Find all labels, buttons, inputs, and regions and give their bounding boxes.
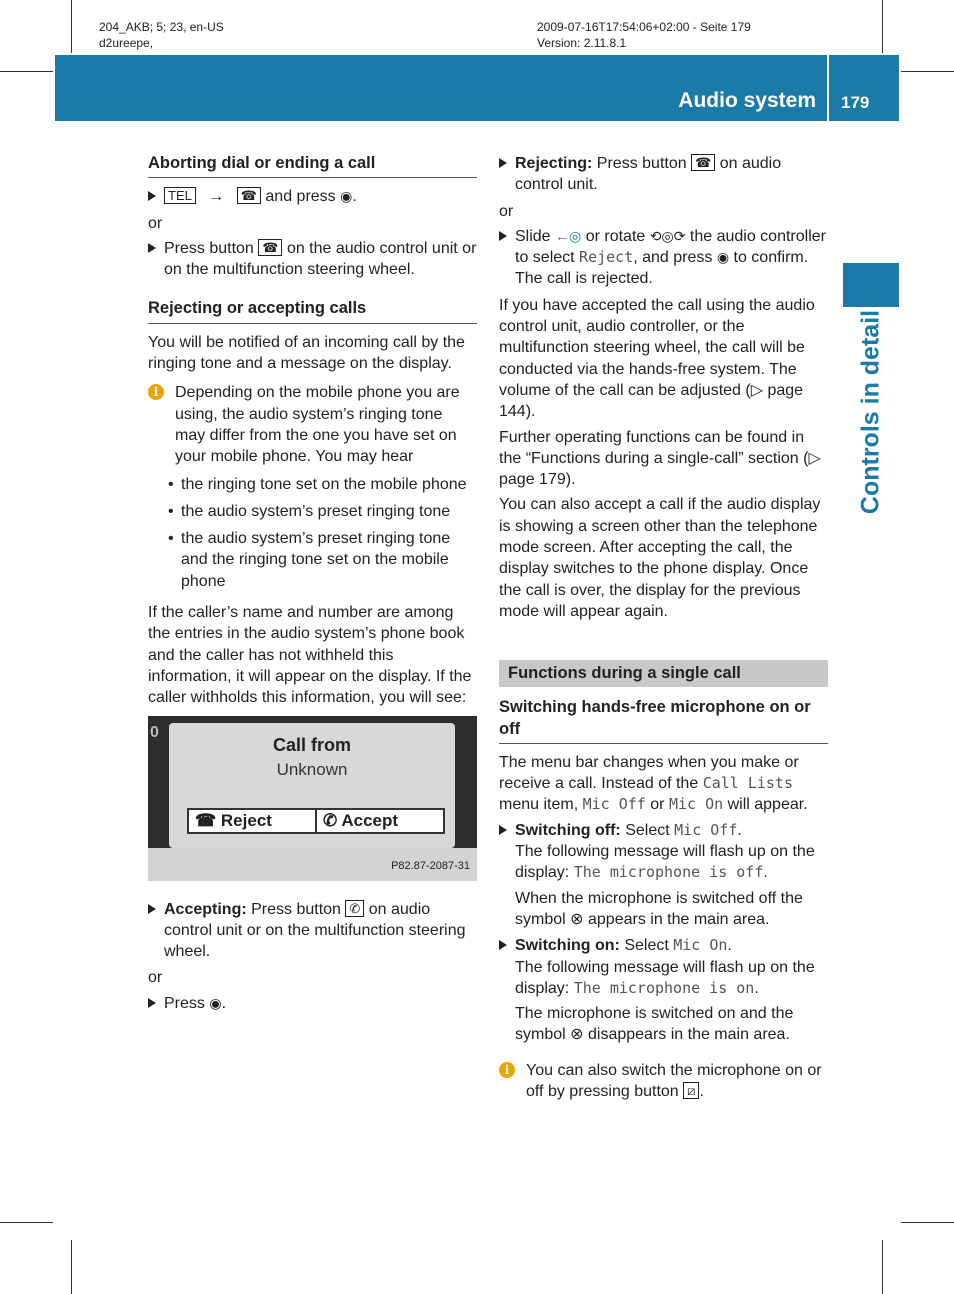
reject-option xyxy=(189,810,317,832)
info-icon: i xyxy=(499,1062,515,1078)
step-text: Press xyxy=(164,994,205,1012)
paragraph: If the caller’s name and number are among the entries in the audio system’s phone book and the caller has not withheld this information, it will appear on the display. If the caller withholds this information, you will see: xyxy=(148,604,472,707)
info-text xyxy=(515,1060,828,1103)
end-call-key-icon: ☎ xyxy=(691,154,715,171)
crop-mark xyxy=(71,1240,72,1294)
step-arrow-icon xyxy=(148,904,156,914)
text: or xyxy=(650,796,665,814)
print-meta-right xyxy=(537,19,751,51)
step-switching-off xyxy=(499,820,828,930)
heading-aborting: Aborting dial or ending a call xyxy=(148,153,477,178)
accept-icon: ✆ xyxy=(323,810,342,830)
info-icon: i xyxy=(148,384,164,400)
slide-controller-icon: ←◎ xyxy=(555,227,582,244)
step-accepting xyxy=(148,899,477,963)
step-text: or rotate xyxy=(585,227,646,245)
call-menu-bar xyxy=(187,808,445,834)
controller-press-icon: ◉ xyxy=(716,249,730,266)
paragraph: You can also accept a call if the audio display is showing a screen other than the telephone mode screen. After accepting the call, the display switches to the phone display. Once the call is over, the display for the previous mode will appear again. xyxy=(499,496,821,620)
step-label: Accepting: xyxy=(164,900,247,918)
accept-label: Accept xyxy=(341,810,399,830)
text: The menu bar changes when you make or receive a call. Instead of the xyxy=(499,753,799,793)
side-title: Controls in detail xyxy=(856,309,885,515)
meta-line: Version: 2.11.8.1 xyxy=(537,36,627,50)
info-note xyxy=(499,1060,828,1103)
mute-key-icon: ⧄ xyxy=(683,1082,699,1099)
list-item xyxy=(148,474,477,495)
bullet-text: the audio system’s preset ringing tone xyxy=(181,502,451,520)
paragraph xyxy=(499,752,828,816)
bullet-icon: • xyxy=(168,502,174,520)
punct: . xyxy=(699,1082,704,1100)
caller-name: Unknown xyxy=(276,759,348,779)
or-text: or xyxy=(148,214,163,232)
screen-edge-text: 0 xyxy=(150,723,159,741)
text: will appear. xyxy=(727,796,808,814)
step-arrow-icon xyxy=(499,158,507,168)
accept-call-key-icon: ✆ xyxy=(345,900,364,917)
paragraph: You will be notified of an incoming call by the ringing tone and a message on the display. xyxy=(148,333,465,373)
text: The following message will flash up on the display: xyxy=(515,843,815,882)
controller-press-icon: ◉ xyxy=(340,188,353,205)
menu-item-text: Mic On xyxy=(673,936,728,955)
info-text: Depending on the mobile phone you are using, the audio system’s ringing tone may differ from the one you have set on your mobile phone. You may hear xyxy=(175,384,460,466)
heading-microphone: Switching hands-free microphone on or off xyxy=(499,697,828,744)
reject-icon: ☎ xyxy=(195,810,221,830)
crop-mark xyxy=(71,0,72,53)
header-banner xyxy=(55,55,899,121)
list-item xyxy=(148,528,477,592)
list-item xyxy=(148,501,477,522)
step-label: Switching on: xyxy=(515,937,620,955)
menu-item-text: Call Lists xyxy=(702,774,793,793)
crop-mark xyxy=(882,1240,883,1294)
reject-label: Reject xyxy=(220,810,272,830)
step-arrow-icon xyxy=(148,998,156,1008)
bullet-text: the audio system’s preset ringing tone and the ringing tone set on the mobile phone xyxy=(181,530,451,590)
print-meta-left xyxy=(99,19,224,51)
text: When the microphone is switched off the symbol xyxy=(515,889,803,928)
step-detail xyxy=(515,888,828,931)
menu-item-text: Reject xyxy=(579,248,634,267)
figure-code: P82.87-2087-31 xyxy=(391,860,470,873)
paragraph: Further operating functions can be found in the “Functions during a single-call” section (▷ page 179). xyxy=(499,428,821,489)
punct: . xyxy=(727,937,732,955)
step-text: Press button xyxy=(164,239,254,257)
or-text: or xyxy=(148,969,163,987)
punct: . xyxy=(221,994,227,1012)
step-label: Rejecting: xyxy=(515,155,593,172)
call-dialog xyxy=(169,723,455,848)
step-text: to confirm. xyxy=(733,249,809,267)
step-tel xyxy=(148,186,477,207)
step-text: on audio control unit. xyxy=(515,155,782,194)
punct: . xyxy=(737,821,742,839)
accept-option xyxy=(317,810,443,832)
left-column xyxy=(148,153,477,1019)
header-divider xyxy=(827,55,829,121)
menu-item-text: Mic Off xyxy=(582,795,646,814)
section-bar: Functions during a single call xyxy=(499,660,828,687)
display-message: The microphone is off xyxy=(573,863,764,882)
display-screenshot xyxy=(148,716,477,881)
crop-mark xyxy=(901,71,954,72)
controller-press-icon: ◉ xyxy=(209,994,222,1011)
crop-mark xyxy=(882,0,883,53)
punct: . xyxy=(754,979,759,997)
meta-line: 2009-07-16T17:54:06+02:00 - Seite 179 xyxy=(537,20,751,34)
step-detail xyxy=(515,841,828,884)
step-press-button xyxy=(148,238,477,281)
crop-mark xyxy=(0,71,53,72)
display-message: The microphone is on xyxy=(573,978,755,997)
text: The following message will flash up on the display: xyxy=(515,958,815,997)
step-arrow-icon xyxy=(499,231,507,241)
step-result: The call is rejected. xyxy=(515,270,653,288)
step-label: Switching off: xyxy=(515,821,621,839)
figure-footer xyxy=(148,848,477,881)
or-text: or xyxy=(499,202,514,220)
side-tab xyxy=(843,263,899,307)
crop-mark xyxy=(0,1222,53,1223)
step-arrow-icon xyxy=(499,940,507,950)
step-text: on audio control unit or on the multifunction steering wheel. xyxy=(164,900,466,961)
step-text: Select xyxy=(625,821,670,839)
menu-item-text: Mic Off xyxy=(674,820,738,839)
step-text: Press button xyxy=(596,155,687,172)
end-call-key-icon: ☎ xyxy=(258,239,282,256)
right-column xyxy=(499,153,828,1108)
step-text: Press button xyxy=(251,900,341,918)
page-number: 179 xyxy=(841,93,870,112)
step-arrow-icon xyxy=(148,243,156,253)
step-text: and press xyxy=(265,188,336,206)
step-arrow-icon xyxy=(148,191,156,201)
meta-line: 204_AKB; 5; 23, en-US xyxy=(99,20,224,34)
bullet-icon: • xyxy=(168,475,174,493)
text: The microphone is switched on and the symbol xyxy=(515,1005,794,1044)
call-from-label: Call from xyxy=(272,734,351,755)
text: disappears in the main area. xyxy=(588,1026,790,1044)
meta-line: d2ureepe, xyxy=(99,36,154,50)
heading-rejecting: Rejecting or accepting calls xyxy=(148,298,477,323)
step-text: Slide xyxy=(515,227,551,245)
step-rejecting xyxy=(499,153,828,196)
tel-key-icon: TEL xyxy=(164,187,196,204)
paragraph: If you have accepted the call using the audio control unit, audio controller, or the multifunction steering wheel, the call will be conducted via the hands-free system. The volume of the call can be adjusted (▷ page 144). xyxy=(499,296,815,421)
mic-off-symbol-icon: ⊗ xyxy=(570,910,584,928)
step-press xyxy=(148,993,477,1014)
punct: . xyxy=(763,864,768,882)
step-arrow-icon xyxy=(499,825,507,835)
step-detail xyxy=(515,1003,828,1046)
mic-off-symbol-icon: ⊗ xyxy=(570,1026,584,1044)
text: menu item, xyxy=(499,796,579,814)
text: You can also switch the microphone on or off by pressing button xyxy=(526,1061,822,1100)
crop-mark xyxy=(901,1222,954,1223)
step-text: the audio controller to select xyxy=(515,227,826,267)
bullet-text: the ringing tone set on the mobile phone xyxy=(181,475,467,493)
step-switching-on xyxy=(499,935,828,1045)
step-text: , and press xyxy=(633,249,713,267)
step-slide xyxy=(499,226,828,290)
punct: . xyxy=(352,188,357,206)
menu-item-text: Mic On xyxy=(668,795,724,814)
bullet-icon: • xyxy=(168,530,174,548)
step-text: on the audio control unit or on the multifunction steering wheel. xyxy=(164,239,477,279)
end-call-key-icon: ☎ xyxy=(237,187,261,204)
arrow-right-icon: → xyxy=(208,188,225,206)
rotate-controller-icon: ⟲◎⟳ xyxy=(649,227,686,244)
step-detail xyxy=(515,957,828,1000)
text: appears in the main area. xyxy=(588,910,770,928)
step-text: Select xyxy=(624,937,669,955)
section-title: Audio system xyxy=(678,89,816,112)
info-note xyxy=(148,382,477,467)
